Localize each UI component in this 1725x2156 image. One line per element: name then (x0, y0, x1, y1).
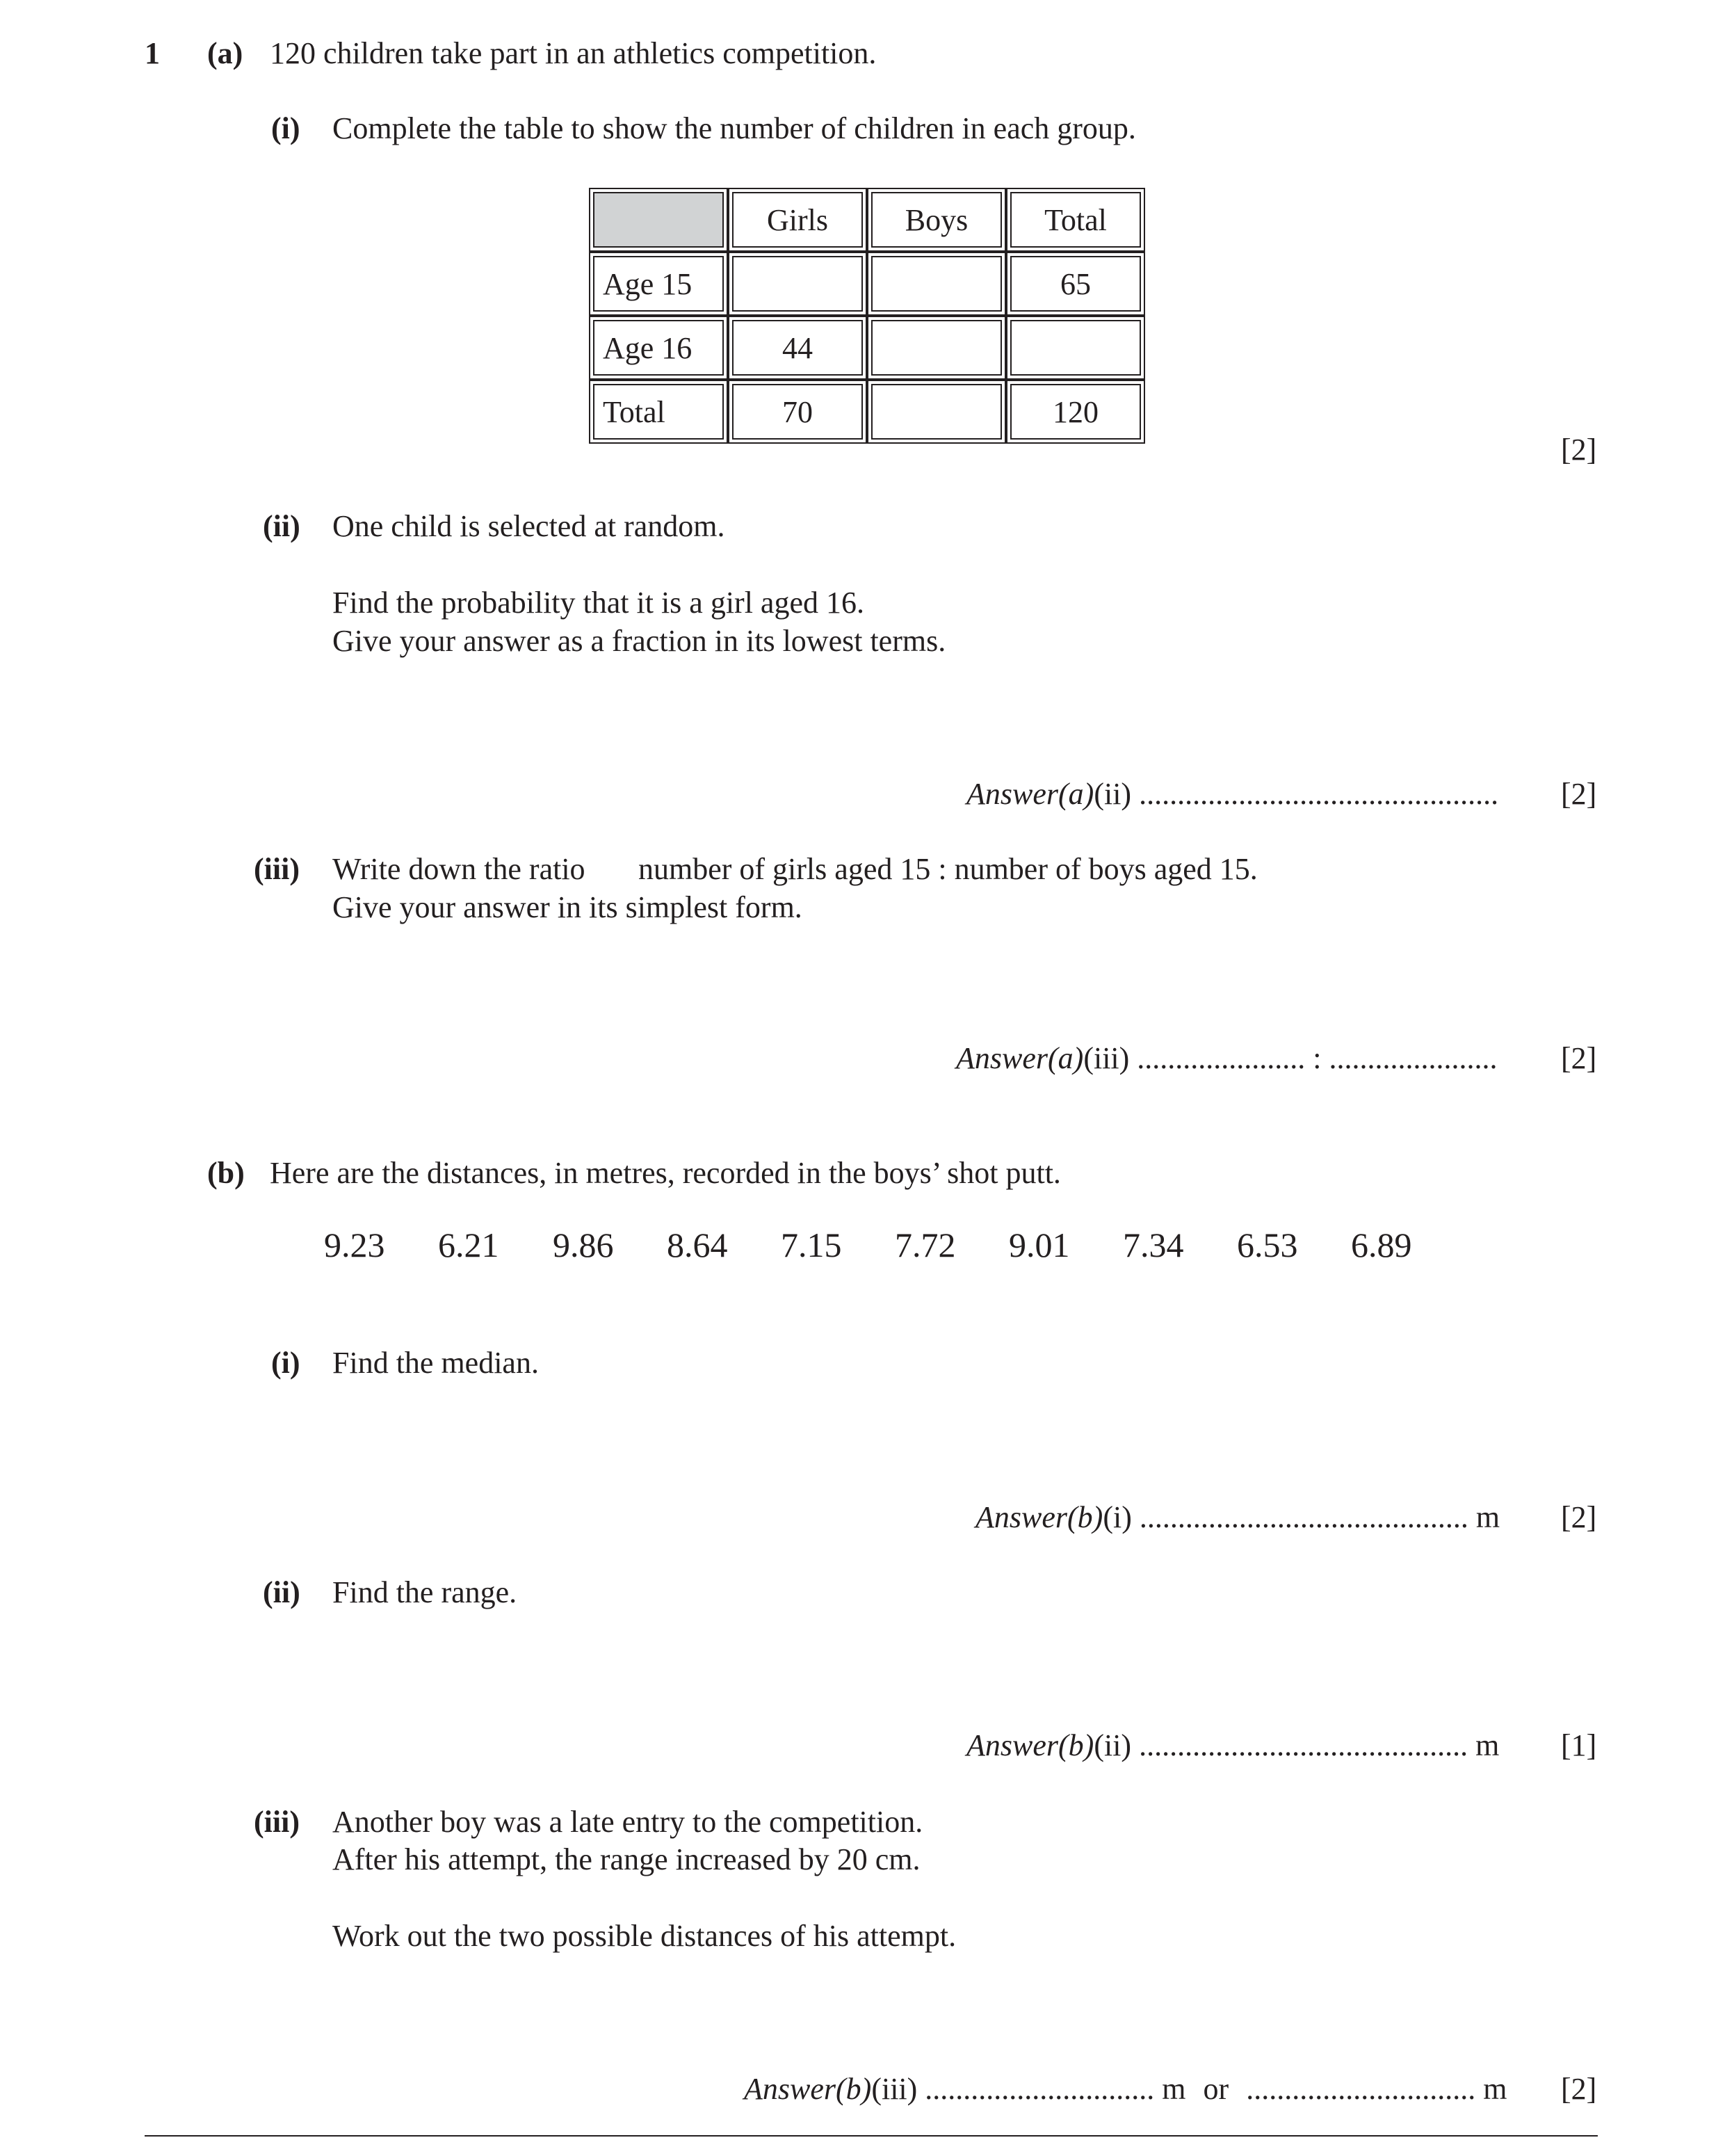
table-cell[interactable] (867, 380, 1006, 444)
answer-b-iii-line (744, 2074, 1507, 2105)
table-cell: 65 (1006, 252, 1145, 316)
answer-b-iii-field-1[interactable]: .............................. (925, 2072, 1155, 2106)
distance-value: 7.15 (781, 1225, 842, 1264)
part-a-iii-line1b: number of girls aged 15 : number of boys aged 15. (638, 852, 1258, 886)
table-row (589, 316, 1145, 380)
distance-value: 9.01 (1009, 1225, 1070, 1264)
answer-b-ii-field[interactable]: ........................................... (1139, 1728, 1468, 1762)
or-label: or (1203, 2072, 1229, 2106)
answer-a-iii-field-1[interactable]: ...................... (1137, 1041, 1306, 1075)
part-b-i-marks: [2] (1561, 1500, 1597, 1534)
answer-a-ii-line (966, 779, 1498, 810)
table-header-boys: Boys (867, 188, 1006, 252)
part-a-label: (a) (207, 36, 243, 70)
part-a-stem: 120 children take part in an athletics competition. (270, 36, 877, 70)
answer-part: (i) (1103, 1500, 1132, 1534)
part-b-ii-marks: [1] (1561, 1728, 1597, 1762)
part-b-ii-label: (ii) (263, 1575, 300, 1609)
answer-part: (ii) (1094, 777, 1132, 811)
distance-value: 7.34 (1123, 1225, 1184, 1264)
table-cell: 44 (728, 316, 867, 380)
part-b-iii-line3: Work out the two possible distances of his attempt. (332, 1919, 957, 1953)
answer-b-ii-line (966, 1730, 1499, 1761)
distance-value: 7.72 (895, 1225, 956, 1264)
part-a-iii-marks: [2] (1561, 1041, 1597, 1075)
table-cell[interactable] (728, 252, 867, 316)
part-b-stem: Here are the distances, in metres, recorded in the boys’ shot putt. (270, 1156, 1061, 1190)
part-b-iii-line1: Another boy was a late entry to the competition. (332, 1805, 923, 1839)
table-cell: 120 (1006, 380, 1145, 444)
part-b-iii-marks: [2] (1561, 2072, 1597, 2106)
part-a-ii-marks: [2] (1561, 777, 1597, 811)
distance-value: 9.23 (324, 1225, 385, 1264)
answer-part: (iii) (1083, 1041, 1130, 1075)
part-a-ii-line1: One child is selected at random. (332, 509, 725, 543)
question-number: 1 (145, 36, 160, 70)
part-a-ii-label: (ii) (263, 509, 300, 543)
table-row-label: Total (589, 380, 728, 444)
part-b-iii-line2: After his attempt, the range increased by 20 cm. (332, 1842, 921, 1876)
bottom-rule (145, 2135, 1598, 2137)
answer-label: Answer(b) (744, 2072, 872, 2106)
part-b-ii-text: Find the range. (332, 1575, 517, 1609)
part-b-i-text: Find the median. (332, 1346, 539, 1380)
table-cell: 70 (728, 380, 867, 444)
answer-a-iii-line (956, 1043, 1498, 1074)
unit-label: m (1162, 2072, 1186, 2106)
table-row (589, 252, 1145, 316)
unit-label: m (1475, 1728, 1500, 1762)
table-header-total: Total (1006, 188, 1145, 252)
part-a-iii-label: (iii) (254, 852, 300, 886)
part-a-ii-line3: Give your answer as a fraction in its lowest terms. (332, 624, 946, 658)
table-cell[interactable] (867, 316, 1006, 380)
part-a-i-marks: [2] (1561, 433, 1597, 467)
part-a-i-text: Complete the table to show the number of children in each group. (332, 111, 1136, 145)
table-cell[interactable] (1006, 316, 1145, 380)
distance-value: 6.89 (1351, 1225, 1412, 1264)
table-cell[interactable] (867, 252, 1006, 316)
answer-b-i-field[interactable]: ........................................... (1139, 1500, 1468, 1534)
part-b-iii-label: (iii) (254, 1805, 300, 1839)
distance-value: 8.64 (667, 1225, 728, 1264)
answer-label: Answer(b) (966, 1728, 1094, 1762)
answer-part: (ii) (1094, 1728, 1132, 1762)
part-b-i-label: (i) (271, 1346, 300, 1380)
part-a-ii-line2: Find the probability that it is a girl aged 16. (332, 586, 864, 620)
part-a-iii-line1a: Write down the ratio (332, 852, 585, 886)
distance-value: 6.21 (438, 1225, 499, 1264)
distance-value: 9.86 (553, 1225, 614, 1264)
table-header-girls: Girls (728, 188, 867, 252)
distance-value: 6.53 (1237, 1225, 1298, 1264)
table-row-label: Age 15 (589, 252, 728, 316)
table-header-row (589, 188, 1145, 252)
part-a-i-label: (i) (271, 111, 300, 145)
answer-b-i-line (975, 1502, 1500, 1533)
answer-a-ii-field[interactable]: ............................................... (1139, 777, 1499, 811)
answer-label: Answer(a) (966, 777, 1094, 811)
unit-label: m (1475, 1500, 1500, 1534)
answer-a-iii-field-2[interactable]: ...................... (1329, 1041, 1498, 1075)
unit-label: m (1483, 2072, 1507, 2106)
children-table (589, 188, 1145, 444)
table-row (589, 380, 1145, 444)
answer-label: Answer(a) (956, 1041, 1084, 1075)
answer-part: (iii) (871, 2072, 918, 2106)
ratio-colon: : (1313, 1041, 1322, 1075)
part-a-iii-line2: Give your answer in its simplest form. (332, 890, 802, 924)
table-corner-cell (589, 188, 728, 252)
part-b-label: (b) (207, 1156, 245, 1190)
answer-b-iii-field-2[interactable]: .............................. (1246, 2072, 1476, 2106)
table-row-label: Age 16 (589, 316, 728, 380)
answer-label: Answer(b) (975, 1500, 1103, 1534)
